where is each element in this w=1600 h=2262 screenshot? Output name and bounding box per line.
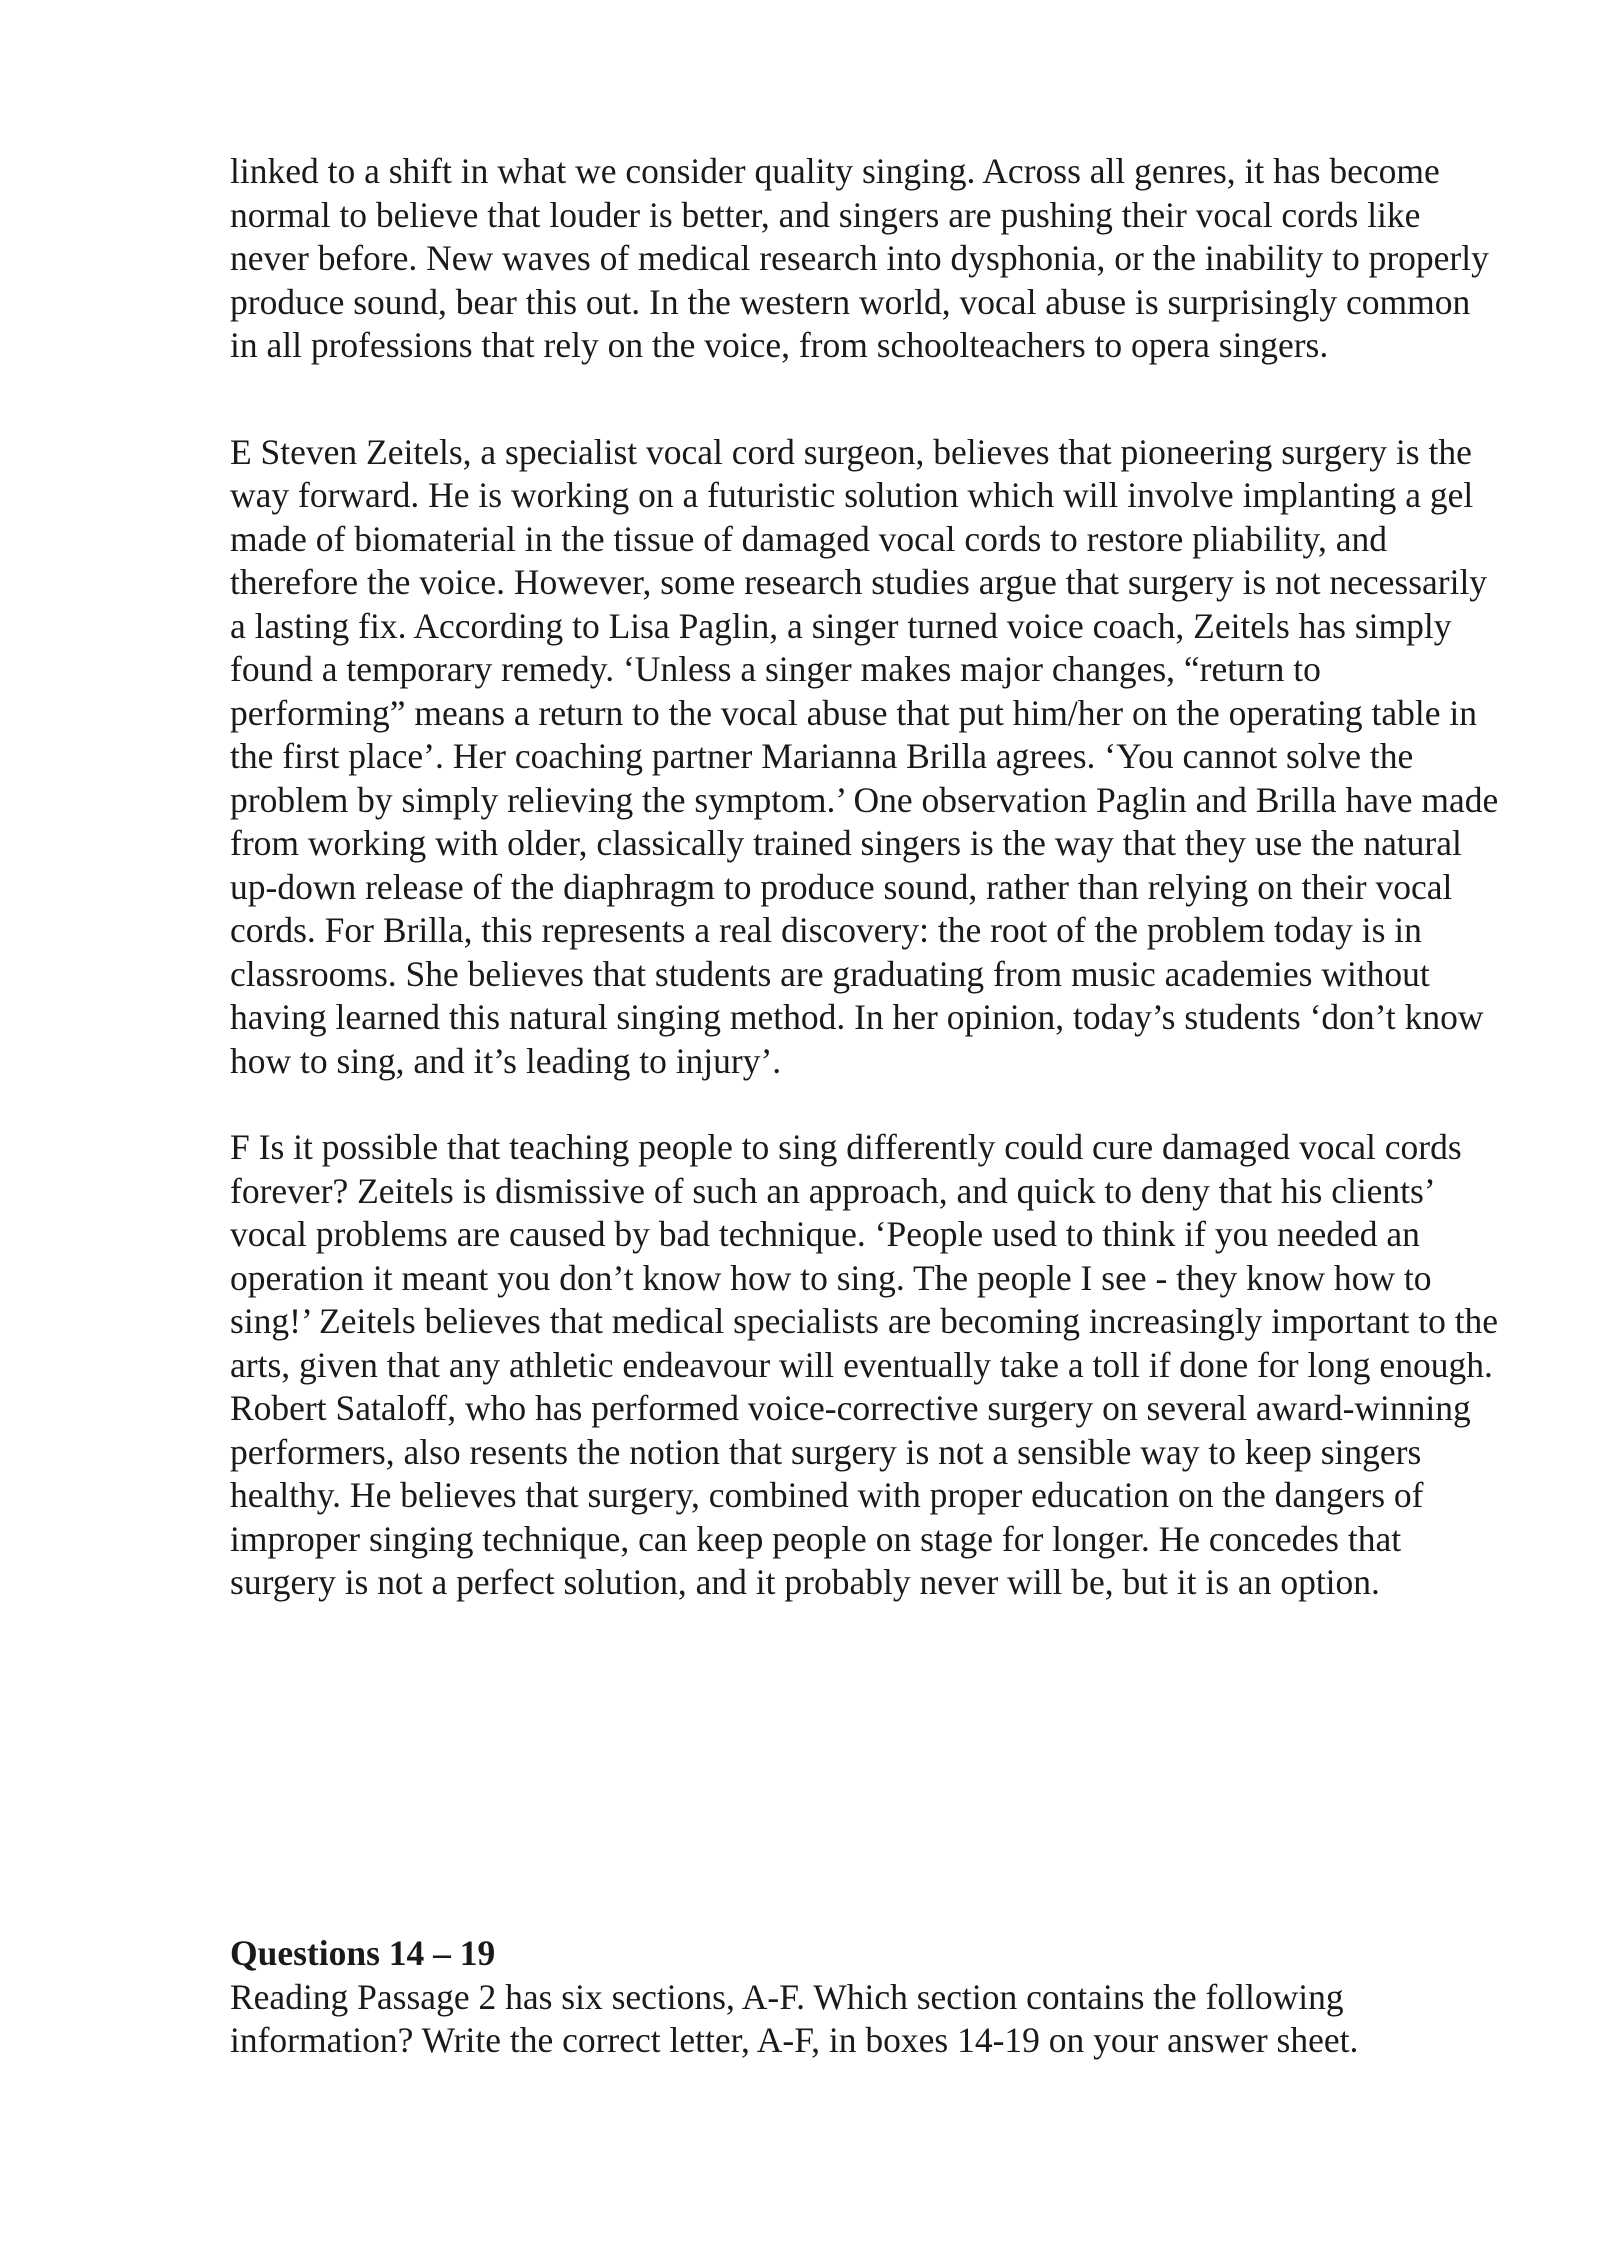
passage-paragraph-d-continued: linked to a shift in what we consider quality singing. Across all genres, it has become normal to believe that louder is better, and singers are pushing their vocal cords like never before. New waves of medical research into dysphonia, or the inability to properly produce sound, bear this out. In the western world, vocal abuse is surprisingly common in all professions that rely on the voice, from schoolteachers to opera singers. <box>230 151 1489 365</box>
reading-passage <box>230 150 1500 1605</box>
questions-section <box>230 1932 1500 2063</box>
questions-heading: Questions 14 – 19 <box>230 1933 496 1973</box>
passage-paragraph-f: F Is it possible that teaching people to sing differently could cure damaged vocal cords forever? Zeitels is dismissive of such an approach, and quick to deny that his clients’ vocal problems are caused by bad technique. ‘People used to think if you needed an operation it meant you don’t know how to sing. The people I see - they know how to sing!’ Zeitels believes that medical specialists are becoming increasingly important to the arts, given that any athletic endeavour will eventually take a toll if done for long enough. Robert Sataloff, who has performed voice-corrective surgery on several award-winning performers, also resents the notion that surgery is not a sensible way to keep singers healthy. He believes that surgery, combined with proper education on the dangers of improper singing technique, can keep people on stage for longer. He concedes that surgery is not a perfect solution, and it probably never will be, but it is an option. <box>230 1127 1499 1602</box>
passage-paragraph-e: E Steven Zeitels, a specialist vocal cord surgeon, believes that pioneering surgery is the way forward. He is working on a futuristic solution which will involve implanting a gel made of biomaterial in the tissue of damaged vocal cords to restore pliability, and therefore the voice. However, some research studies argue that surgery is not necessarily a lasting fix. According to Lisa Paglin, a singer turned voice coach, Zeitels has simply found a temporary remedy. ‘Unless a singer makes major changes, “return to performing” means a return to the vocal abuse that put him/her on the operating table in the first place’. Her coaching partner Marianna Brilla agrees. ‘You cannot solve the problem by simply relieving the symptom.’ One observation Paglin and Brilla have made from working with older, classically trained singers is the way that they use the natural up-down release of the diaphragm to produce sound, rather than relying on their vocal cords. For Brilla, this represents a real discovery: the root of the problem today is in classrooms. She believes that students are graduating from music academies without having learned this natural singing method. In her opinion, today’s students ‘don’t know how to sing, and it’s leading to injury’. <box>230 431 1499 1081</box>
questions-instructions: Reading Passage 2 has six sections, A-F. Which section contains the following information? Write the correct letter, A-F, in boxes 14-19 on your answer sheet. <box>230 1976 1359 2060</box>
